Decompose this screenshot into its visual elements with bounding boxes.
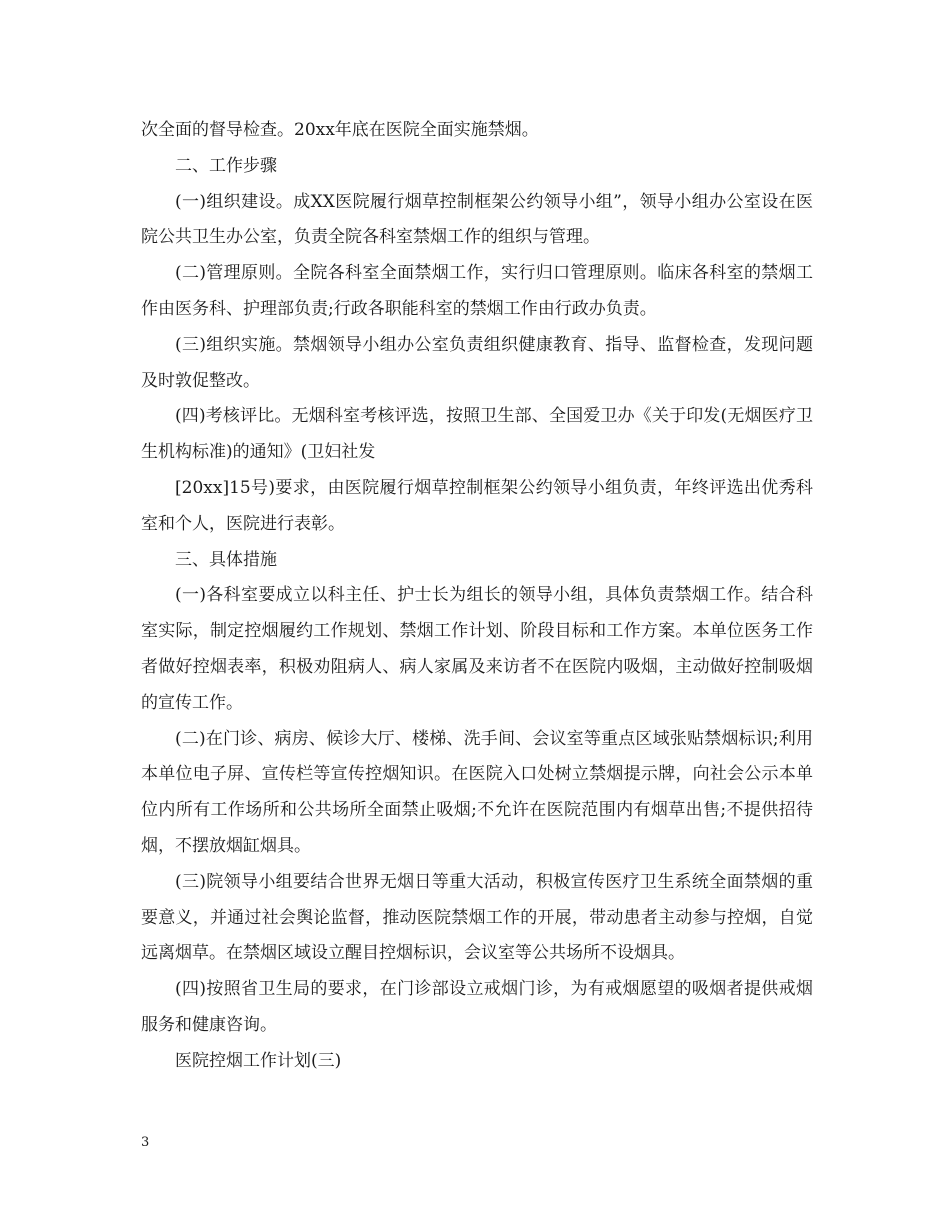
paragraph: (四)按照省卫生局的要求，在门诊部设立戒烟门诊，为有戒烟愿望的吸烟者提供戒烟服务和健康咨询。 <box>141 979 813 1035</box>
paragraph: (二)在门诊、病房、候诊大厅、楼梯、洗手间、会议室等重点区域张贴禁烟标识;利用本单位电子屏、宣传栏等宣传控烟知识。在医院入口处树立禁烟提示牌，向社会公示本单位内所有工作场所和公共场所全面禁止吸烟;不允许在医院范围内有烟草出售;不提供招待烟，不摆放烟缸烟具。 <box>141 728 813 856</box>
paragraph: 次全面的督导检查。20xx年底在医院全面实施禁烟。 <box>141 120 539 140</box>
paragraph: (二)管理原则。全院各科室全面禁烟工作，实行归口管理原则。临床各科室的禁烟工作由医务科、护理部负责;行政各职能科室的禁烟工作由行政办负责。 <box>141 263 813 319</box>
paragraph: (三)院领导小组要结合世界无烟日等重大活动，积极宣传医疗卫生系统全面禁烟的重要意义，并通过社会舆论监督，推动医院禁烟工作的开展，带动患者主动参与控烟，自觉远离烟草。在禁烟区域设立醒目控烟标识，会议室等公共场所不设烟具。 <box>141 871 813 964</box>
section-heading: 医院控烟工作计划(三) <box>175 1050 342 1071</box>
paragraph: (一)各科室要成立以科主任、护士长为组长的领导小组，具体负责禁烟工作。结合科室实际，制定控烟履约工作规划、禁烟工作计划、阶段目标和工作方案。本单位医务工作者做好控烟表率，积极劝阻病人、病人家属及来访者不在医院内吸烟，主动做好控制吸烟的宣传工作。 <box>141 585 813 713</box>
page-number: 3 <box>141 1135 150 1150</box>
paragraph: [20xx]15号)要求，由医院履行烟草控制框架公约领导小组负责，年终评选出优秀科室和个人，医院进行表彰。 <box>141 477 813 534</box>
paragraph: (四)考核评比。无烟科室考核评选，按照卫生部、全国爱卫办《关于印发(无烟医疗卫生机构标准)的通知》(卫妇社发 <box>141 406 813 463</box>
paragraph: (三)组织实施。禁烟领导小组办公室负责组织健康教育、指导、监督检查，发现问题及时敦促整改。 <box>141 334 813 391</box>
section-heading: 二、工作步骤 <box>175 155 277 176</box>
paragraph: (一)组织建设。成XX医院履行烟草控制框架公约领导小组”，领导小组办公室设在医院公共卫生办公室，负责全院各科室禁烟工作的组织与管理。 <box>141 191 813 248</box>
document-body <box>141 113 813 1080</box>
section-heading: 三、具体措施 <box>175 549 277 570</box>
